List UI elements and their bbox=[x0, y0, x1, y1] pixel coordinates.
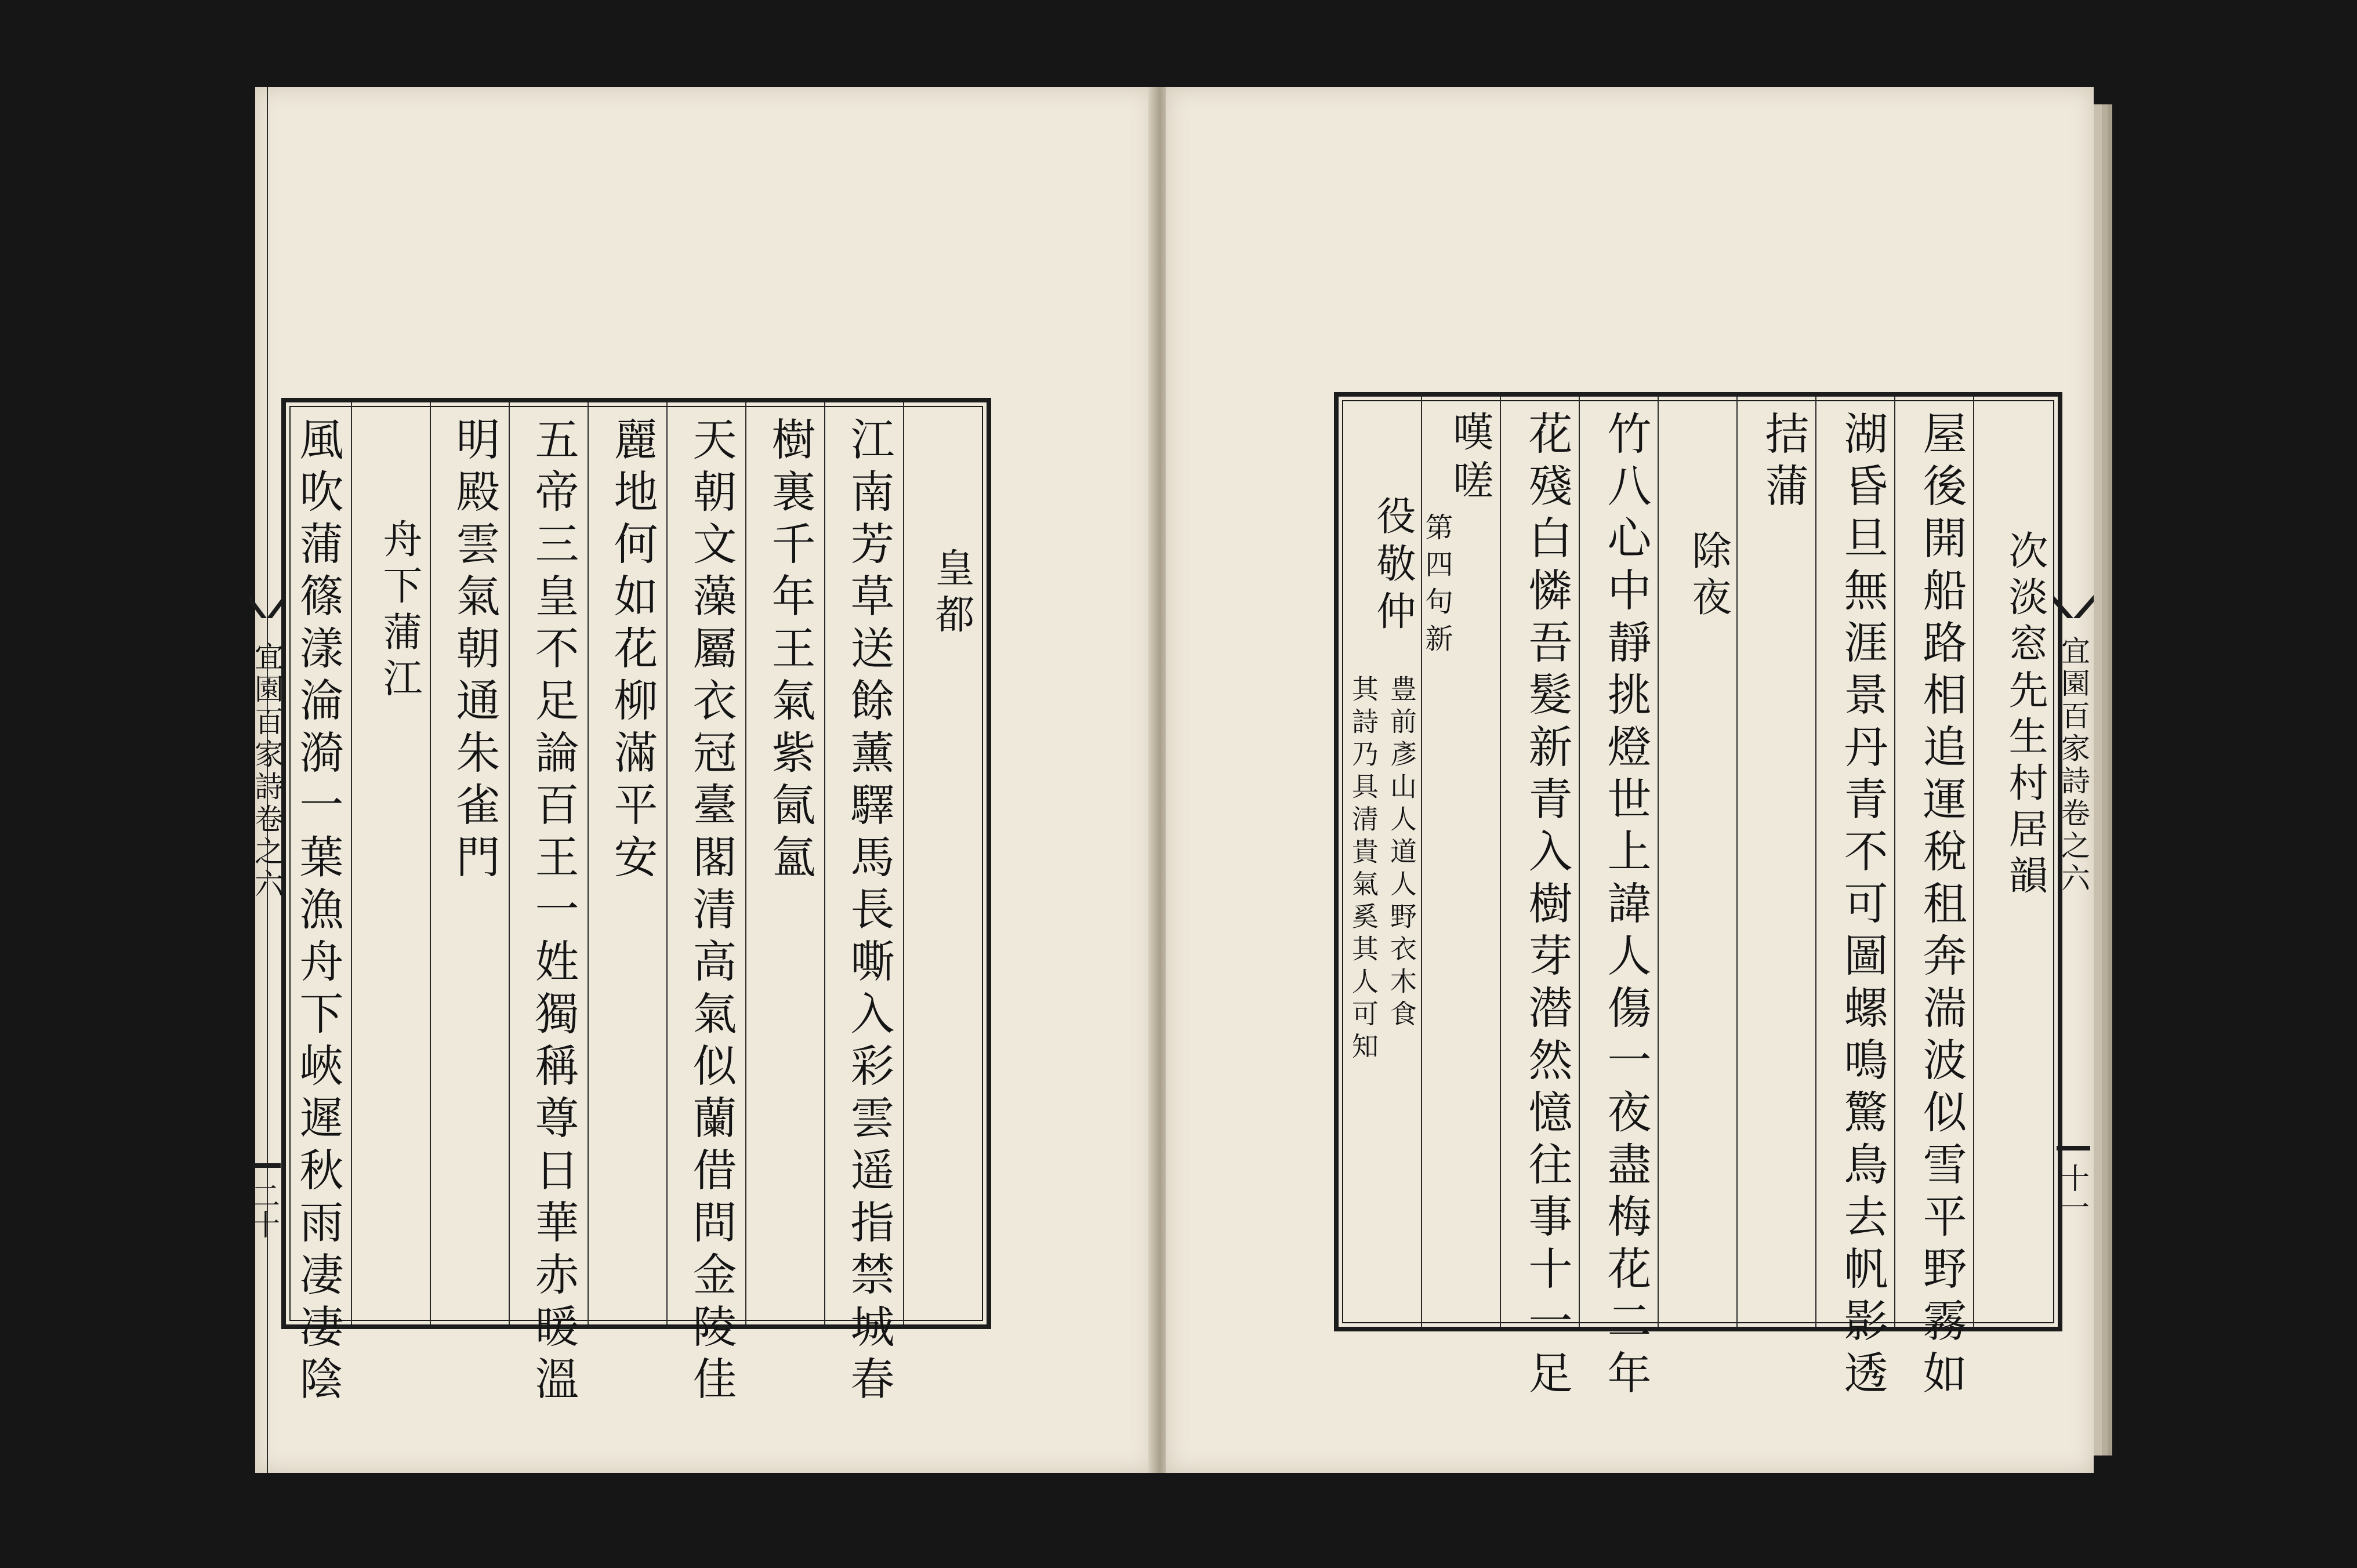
note-column-group bbox=[1422, 397, 1500, 1327]
page-edge bbox=[2094, 104, 2102, 1456]
fold-ornament bbox=[253, 1163, 281, 1168]
fold-ornament bbox=[2057, 1146, 2090, 1150]
author-column bbox=[1343, 397, 1421, 1327]
author-name: 役敬仲 bbox=[1370, 495, 1416, 638]
right-fold-column bbox=[2053, 392, 2094, 1331]
text-column: 竹八心中靜挑燈世上諱人傷一夜盡梅花二年 bbox=[1600, 411, 1652, 1402]
page-edge bbox=[2108, 104, 2112, 1456]
text-column: 天朝文藻屬衣冠臺閣清高氣似蘭借問金陵佳 bbox=[686, 416, 737, 1408]
text-column: 樹裏千年王氣紫氤氳 bbox=[764, 416, 816, 886]
fishtail-ornament bbox=[249, 595, 284, 618]
text-column: 風吹蒲篠漾淪漪一葉漁舟下峽遲秋雨凄凄陰 bbox=[292, 416, 344, 1408]
right-page bbox=[1166, 87, 2094, 1473]
poem-title: 皇都 bbox=[929, 547, 974, 640]
left-page-frame bbox=[281, 398, 991, 1408]
fold-title: 宜園百家詩卷之六 bbox=[250, 641, 284, 901]
open-book bbox=[244, 87, 2117, 1473]
text-column: 屋後開船路相追運稅租奔湍波似雪平野霧如 bbox=[1916, 411, 1967, 1402]
text-column: 花殘白憐吾髮新青入樹芽潜然憶往事十一足 bbox=[1521, 411, 1573, 1402]
poem-title: 次淡窓先生村居韻 bbox=[2002, 530, 2048, 901]
text-column: 江南芳草送餘薰驛馬長嘶入彩雲遥指禁城春 bbox=[843, 416, 895, 1408]
leaf-number: 十一 bbox=[2056, 1163, 2090, 1221]
text-column: 五帝三皇不足論百王一姓獨稱尊日華赤暖溫 bbox=[528, 416, 579, 1408]
left-fold-column bbox=[246, 398, 284, 1329]
text-column: 嘆嗟 bbox=[1446, 411, 1494, 508]
author-note: 其詩乃具清貴氣奚其人可知 bbox=[1348, 675, 1379, 1065]
poem-title: 舟下蒲江 bbox=[376, 518, 422, 704]
text-column: 明殿雲氣朝通朱雀門 bbox=[449, 416, 501, 886]
leaf-number: 二十 bbox=[246, 1181, 280, 1239]
right-page-frame bbox=[1334, 392, 2062, 1402]
text-column: 拮蒲 bbox=[1758, 411, 1810, 515]
fishtail-ornament bbox=[2053, 595, 2094, 618]
text-column: 麗地何如花柳滿平安 bbox=[607, 416, 658, 886]
annotation: 第四句新 bbox=[1420, 513, 1453, 661]
text-column: 湖昏旦無涯景丹青不可圖螺鳴驚鳥去帆影透 bbox=[1837, 411, 1888, 1402]
page-edge bbox=[2102, 104, 2108, 1456]
left-page bbox=[246, 87, 1154, 1473]
poem-title: 除夜 bbox=[1685, 530, 1731, 623]
fold-title: 宜園百家詩卷之六 bbox=[2057, 636, 2090, 895]
author-origin: 豊前彥山人道人野衣木食 bbox=[1386, 675, 1417, 1032]
